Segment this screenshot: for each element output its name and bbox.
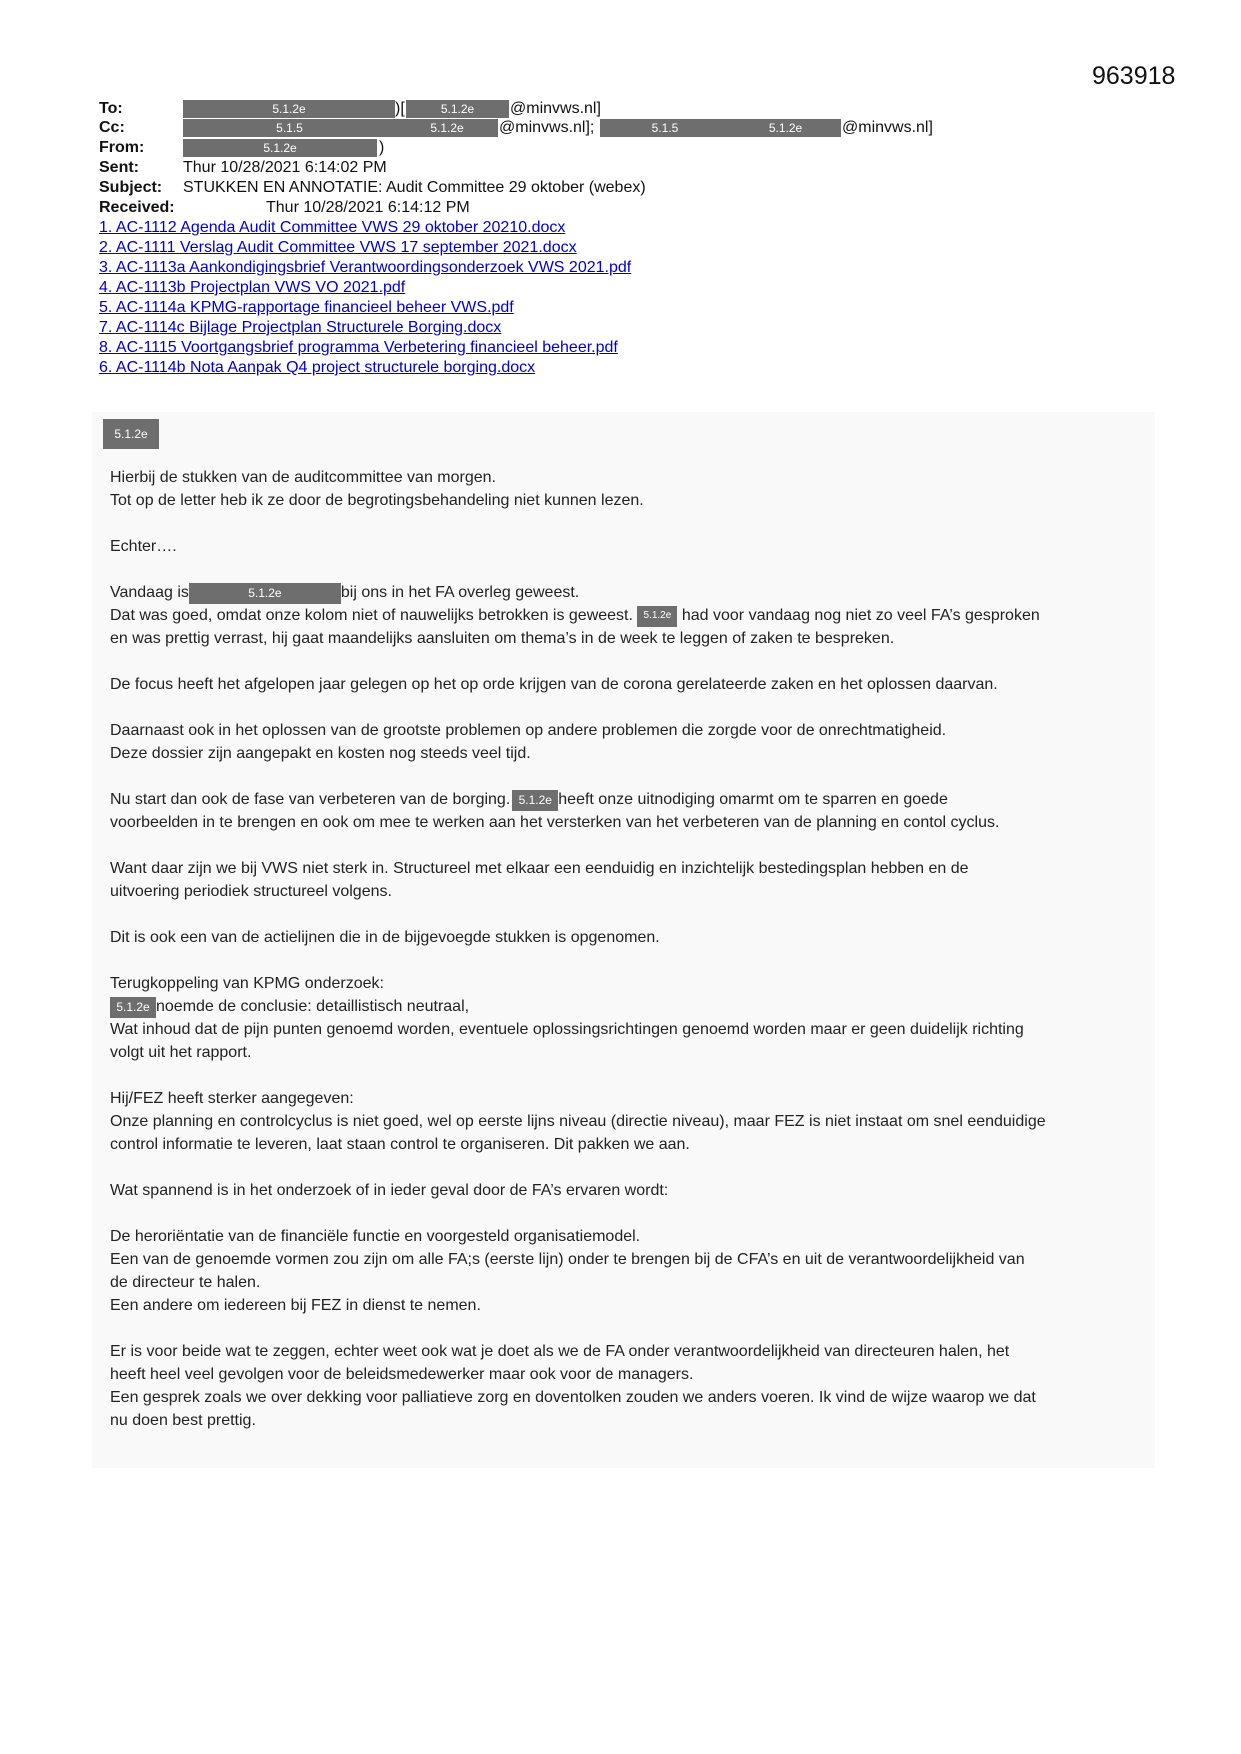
received-value: Thur 10/28/2021 6:14:12 PM [266, 199, 470, 216]
sent-value: Thur 10/28/2021 6:14:02 PM [183, 159, 387, 176]
salutation-row [103, 419, 159, 449]
attachment-link[interactable]: 4. AC-1113b Projectplan VWS VO 2021.pdf [99, 279, 406, 296]
redaction-box: 5.1.2e [637, 606, 677, 627]
attachment-link[interactable]: 1. AC-1112 Agenda Audit Committee VWS 29 oktober 20210.docx [99, 219, 566, 236]
body-line: Want daar zijn we bij VWS niet sterk in. Structureel met elkaar een eenduidig en inzichtelijk bestedingsplan hebben en de [110, 860, 969, 877]
received-label: Received: [99, 199, 175, 216]
attachment-link[interactable]: 2. AC-1111 Verslag Audit Committee VWS 17 september 2021.docx [99, 239, 577, 256]
body-text: Dat was goed, omdat onze kolom niet of nauwelijks betrokken is geweest. [110, 607, 633, 624]
body-line: Wat spannend is in het onderzoek of in ieder geval door de FA’s ervaren wordt: [110, 1182, 669, 1199]
redaction-box: 5.1.2e [183, 100, 395, 118]
attachment-link[interactable]: 3. AC-1113a Aankondigingsbrief Verantwoordingsonderzoek VWS 2021.pdf [99, 259, 632, 276]
body-line: uitvoering periodiek structureel volgens. [110, 883, 392, 900]
body-line: De focus heeft het afgelopen jaar gelegen op het op orde krijgen van de corona gerelateerde zaken en het oplossen daarvan. [110, 676, 998, 693]
redaction-box: 5.1.2e [110, 997, 156, 1018]
body-line: Echter…. [110, 538, 177, 555]
redaction-box: 5.1.2e [189, 583, 341, 604]
body-text: Nu start dan ook de fase van verbeteren van de borging. [110, 791, 511, 808]
to-label: To: [99, 100, 123, 117]
redaction-box: 5.1.5 [600, 119, 730, 137]
attachment-link[interactable]: 7. AC-1114c Bijlage Projectplan Structurele Borging.docx [99, 319, 502, 336]
body-line: Dit is ook een van de actielijnen die in de bijgevoegde stukken is opgenomen. [110, 929, 660, 946]
body-text: bij ons in het FA overleg geweest. [340, 584, 580, 601]
redaction-box: 5.1.2e [512, 790, 558, 811]
from-close: ) [379, 139, 385, 156]
body-line: control informatie te leveren, laat staan control te organiseren. Dit pakken we aan. [110, 1136, 690, 1153]
cc-domain-2: @minvws.nl] [842, 119, 933, 136]
redaction-box: 5.1.2e [183, 139, 377, 157]
body-line: en was prettig verrast, hij gaat maandelijks aansluiten om thema’s in de week te leggen of zaken te bespreken. [110, 630, 895, 647]
body-line: nu doen best prettig. [110, 1412, 256, 1429]
cc-label: Cc: [99, 119, 125, 136]
body-text: noemde de conclusie: detaillistisch neutraal, [156, 998, 470, 1015]
body-line: Een andere om iedereen bij FEZ in dienst te nemen. [110, 1297, 481, 1314]
subject-label: Subject: [99, 179, 163, 196]
redaction-box: 5.1.2e [406, 100, 509, 118]
body-line: volgt uit het rapport. [110, 1044, 252, 1061]
body-line: Een gesprek zoals we over dekking voor palliatieve zorg en doventolken zouden we anders voeren. Ik vind de wijze waarop we dat [110, 1389, 1036, 1406]
body-text: heeft onze uitnodiging omarmt om te sparren en goede [558, 791, 948, 808]
body-line: Daarnaast ook in het oplossen van de grootste problemen op andere problemen die zorgde voor de onrechtmatigheid. [110, 722, 947, 739]
subject-value: STUKKEN EN ANNOTATIE: Audit Committee 29 oktober (webex) [183, 179, 646, 196]
body-line: Terugkoppeling van KPMG onderzoek: [110, 975, 384, 992]
body-line: voorbeelden in te brengen en ook om mee te werken aan het versterken van het verbeteren van de planning en contol cyclus. [110, 814, 1000, 831]
sent-label: Sent: [99, 159, 139, 176]
body-line: Deze dossier zijn aangepakt en kosten nog steeds veel tijd. [110, 745, 531, 762]
body-line: Tot op de letter heb ik ze door de begrotingsbehandeling niet kunnen lezen. [110, 492, 644, 509]
body-line: De heroriëntatie van de financiële functie en voorgesteld organisatiemodel. [110, 1228, 641, 1245]
body-line: heeft heel veel gevolgen voor de beleidsmedewerker maar ook voor de managers. [110, 1366, 694, 1383]
body-text: Vandaag is [110, 584, 189, 601]
redaction-box: 5.1.2e [730, 119, 841, 137]
body-line: Wat inhoud dat de pijn punten genoemd worden, eventuele oplossingsrichtingen genoemd worden maar er geen duidelijk richting [110, 1021, 1024, 1038]
body-line [110, 583, 579, 604]
body-line: de directeur te halen. [110, 1274, 261, 1291]
redaction-box: 5.1.5 [183, 119, 396, 137]
cc-domain-1: @minvws.nl]; [499, 119, 595, 136]
body-line: Hierbij de stukken van de auditcommittee van morgen. [110, 469, 496, 486]
redaction-box: 5.1.2e [103, 419, 159, 449]
body-line: Onze planning en controlcyclus is niet goed, wel op eerste lijns niveau (directie niveau), maar FEZ is niet instaat om snel eenduidige [110, 1113, 1046, 1130]
body-line: Een van de genoemde vormen zou zijn om alle FA;s (eerste lijn) onder te brengen bij de CFA’s en uit de verantwoordelijkheid van [110, 1251, 1025, 1268]
body-line [110, 606, 1040, 627]
body-text: had voor vandaag nog niet zo veel FA’s gesproken [681, 607, 1040, 624]
attachment-link[interactable]: 6. AC-1114b Nota Aanpak Q4 project structurele borging.docx [99, 359, 536, 376]
to-domain: @minvws.nl] [510, 100, 601, 117]
document-number: 963918 [1092, 62, 1176, 90]
attachment-link[interactable]: 5. AC-1114a KPMG-rapportage financieel beheer VWS.pdf [99, 299, 514, 316]
from-label: From: [99, 139, 145, 156]
body-line [110, 790, 948, 811]
body-line: Er is voor beide wat te zeggen, echter weet ook wat je doet als we de FA onder verantwoordelijkheid van directeuren halen, het [110, 1343, 1010, 1360]
redaction-box: 5.1.2e [396, 119, 498, 137]
attachment-link[interactable]: 8. AC-1115 Voortgangsbrief programma Verbetering financieel beheer.pdf [99, 339, 618, 356]
body-line [110, 997, 469, 1018]
body-line: Hij/FEZ heeft sterker aangegeven: [110, 1090, 354, 1107]
to-separator: )[ [395, 100, 405, 117]
